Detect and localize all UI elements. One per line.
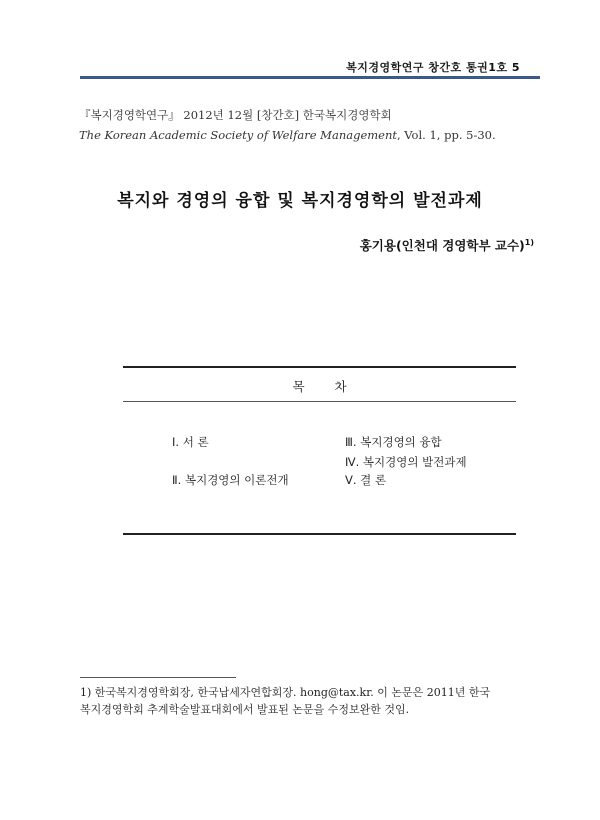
journal-name-english: The Korean Academic Society of Welfare Management	[79, 128, 397, 142]
running-head: 복지경영학연구 창간호 통권1호 5	[346, 61, 520, 74]
paper-title: 복지와 경영의 융합 및 복지경영학의 발전과제	[117, 191, 483, 211]
toc-bottom-rule	[123, 533, 516, 535]
author-line	[360, 236, 534, 254]
toc-top-rule	[123, 366, 516, 368]
footnote-line-1: 1) 한국복지경영학회장, 한국납세자연합회장. hong@tax.kr. 이 논문은 2011년 한국	[80, 686, 491, 699]
journal-volume-pages: , Vol. 1, pp. 5-30.	[397, 128, 496, 142]
toc-item-development-tasks[interactable]: Ⅳ. 복지경영의 발전과제	[345, 455, 467, 469]
citation-english	[79, 128, 496, 142]
toc-mid-rule	[123, 401, 516, 402]
header-rule	[80, 76, 540, 79]
footnote-line-2: 복지경영학회 추계학술발표대회에서 발표된 논문을 수정보완한 것임.	[80, 703, 410, 716]
toc-item-theory[interactable]: Ⅱ. 복지경영의 이론전개	[172, 473, 289, 487]
author-name: 홍기용(인천대 경영학부 교수)	[359, 238, 525, 253]
author-footnote-mark[interactable]: 1)	[524, 237, 534, 247]
footnote-rule	[80, 677, 236, 678]
toc-heading: 목 차	[292, 379, 347, 394]
footnote	[80, 684, 522, 718]
toc-item-introduction[interactable]: Ⅰ. 서 론	[172, 435, 209, 449]
toc-item-convergence[interactable]: Ⅲ. 복지경영의 융합	[345, 435, 442, 449]
citation-korean: 『복지경영학연구』 2012년 12월 [창간호] 한국복지경영학회	[79, 108, 392, 122]
toc-item-conclusion[interactable]: Ⅴ. 결 론	[345, 473, 387, 487]
